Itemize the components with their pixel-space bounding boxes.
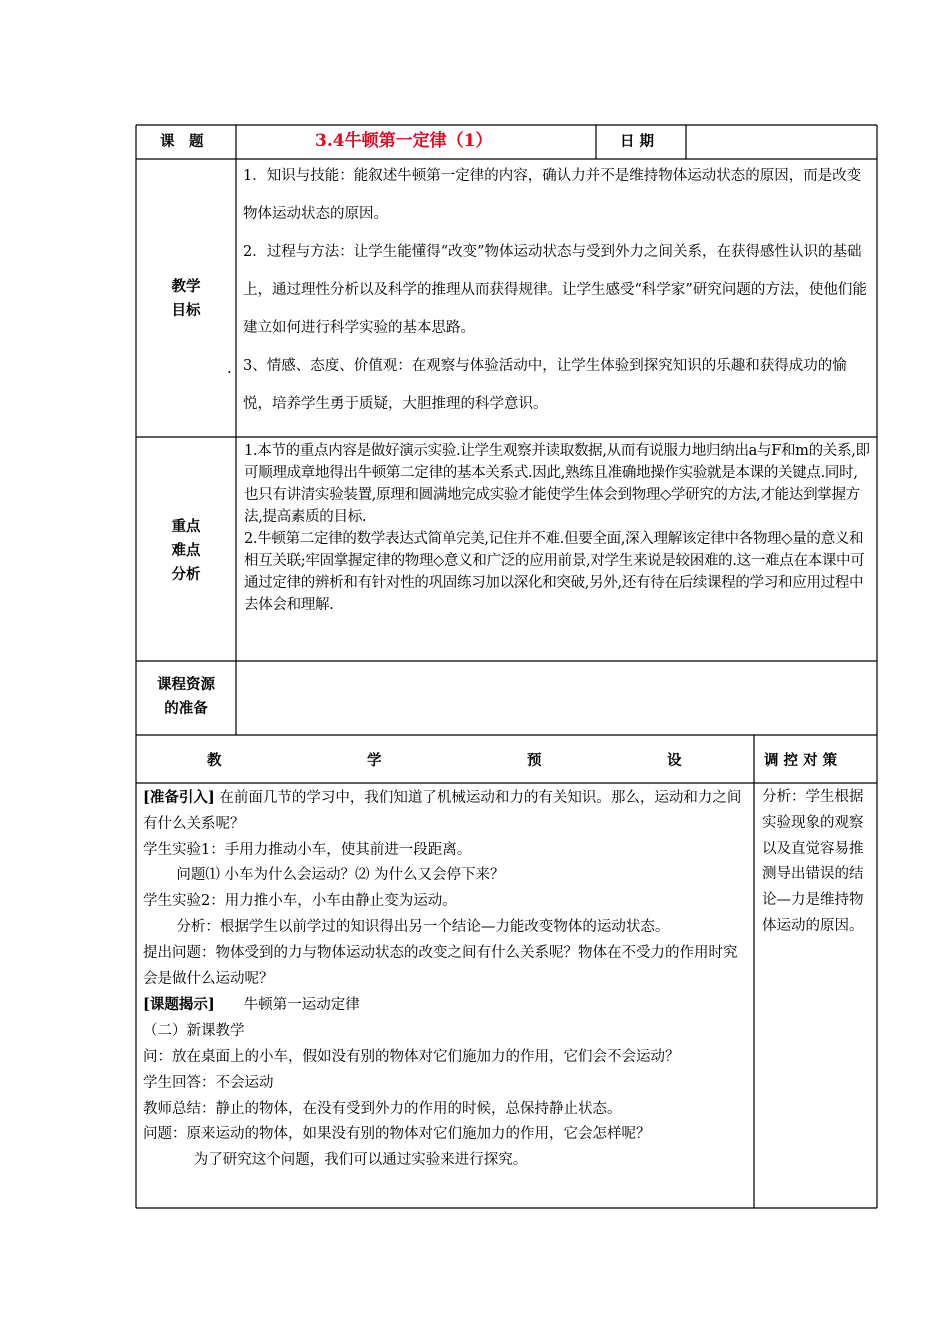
lesson-title: 3.4牛顿第一定律（1）	[315, 131, 493, 151]
plan-line-text: 问：放在桌面上的小车，假如没有别的物体对它们施加力的作用，它们会不会运动？	[143, 1048, 680, 1065]
topic-label: 课 题	[160, 133, 204, 150]
plan-line-text: 学生实验2：用力推小车，小车由静止变为运动。	[143, 893, 457, 910]
plan-line-text: 学生回答：不会运动	[143, 1074, 274, 1091]
analysis-list	[244, 440, 871, 616]
plan-line	[143, 1148, 747, 1174]
analysis-item: 2.牛顿第二定律的数学表达式简单完美,记住并不难.但要全面,深入理解该定律中各物理◇量的意义和相互关联;牢固掌握定律的物理◇意义和广泛的应用前景,对学生来说是较困难的.这一难点在本课中可通过定律的辨析和有针对性的巩固练习加以深化和突破,另外,还有待在后续课程的学习和应用过程中去体会和理解.	[244, 531, 865, 613]
plan-line-text: （二）新课教学	[143, 1023, 245, 1040]
plan-line	[143, 838, 747, 864]
plan-header-word: 教	[207, 752, 222, 769]
plan-line-text: 问题：原来运动的物体，如果没有别的物体对它们施加力的作用，它会怎样呢？	[143, 1126, 651, 1143]
plan-body	[143, 785, 747, 1174]
plan-line-tag: [准备引入]	[143, 789, 215, 806]
plan-line-text: 提出问题：物体受到的力与物体运动状态的改变之间有什么关系呢？物体在不受力的作用时究会是做什么运动呢？	[143, 944, 738, 987]
objectives-list	[243, 157, 869, 423]
objective-item: 2．过程与方法：让学生能懂得“改变”物体运动状态与受到外力之间关系，在获得感性认识的基础上，通过理性分析以及科学的推理从而获得规律。让学生感受“科学家”研究问题的方法，使他们能建立如何进行科学实验的基本思路。	[243, 244, 867, 336]
plan-line	[143, 889, 747, 915]
plan-header-word: 预	[527, 752, 542, 769]
plan-line	[143, 915, 747, 941]
objectives-label-2: 目标	[171, 302, 201, 319]
plan-line	[143, 1045, 747, 1071]
margin-dot: .	[227, 361, 232, 377]
plan-line-text: 为了研究这个问题，我们可以通过实验来进行探究。	[193, 1152, 528, 1169]
analysis-label-1: 重点	[171, 518, 201, 535]
plan-line	[143, 1097, 747, 1123]
plan-line	[143, 785, 747, 838]
plan-line	[143, 863, 747, 889]
plan-line	[143, 941, 747, 993]
plan-line-tag: [课题揭示]	[143, 996, 215, 1014]
plan-line-text: 教师总结：静止的物体，在没有受到外力的作用的时候，总保持静止状态。	[143, 1100, 622, 1117]
analysis-item: 1.本节的重点内容是做好演示实验.让学生观察并读取数据,从而有说服力地归纳出a与F和m的关系,即可顺理成章地得出牛顿第二定律的基本关系式.因此,熟练且准确地操作实验就是本课的关键点.同时,也只有讲清实验装置,原理和圆满地完成实验才能使学生体会到物理◇学研究的方法,才能达到掌握方法,提高素质的目标.	[244, 443, 870, 525]
plan-line	[143, 992, 747, 1019]
plan-header-word: 设	[667, 752, 682, 769]
plan-line	[143, 1071, 747, 1097]
control-strategy-label: 调 控 对 策	[764, 752, 838, 769]
plan-line-text: 在前面几节的学习中，我们知道了机械运动和力的有关知识。那么，运动和力之间有什么关系呢？	[143, 790, 742, 832]
plan-line-text: 问题⑴ 小车为什么会运动？⑵ 为什么又会停下来？	[176, 867, 505, 884]
control-strategy-text: 分析：学生根据实验现象的观察以及直觉容易推测导出错误的结论—力是维持物体运动的原因。	[762, 789, 864, 934]
objective-item: 3、情感、态度、价值观：在观察与体验活动中，让学生体验到探究知识的乐趣和获得成功的愉悦，培养学生勇于质疑，大胆推理的科学意识。	[243, 358, 847, 412]
analysis-label-2: 难点	[171, 542, 201, 559]
objectives-label-1: 教学	[171, 278, 201, 295]
plan-line-text: 牛顿第一运动定律	[214, 997, 360, 1014]
resources-label-1: 课程资源	[157, 676, 215, 693]
plan-line-text: 分析：根据学生以前学过的知识得出另一个结论—力能改变物体的运动状态。	[176, 918, 670, 935]
plan-line-text: 学生实验1：手用力推动小车，使其前进一段距离。	[143, 841, 472, 858]
objective-item: 1．知识与技能：能叙述牛顿第一定律的内容，确认力并不是维持物体运动状态的原因，而是改变物体运动状态的原因。	[243, 168, 862, 222]
analysis-label-3: 分析	[171, 566, 201, 583]
plan-line	[143, 1122, 747, 1148]
plan-header-word: 学	[367, 752, 382, 769]
resources-label-2: 的准备	[164, 700, 208, 717]
plan-line	[143, 1019, 747, 1045]
date-label: 日 期	[620, 133, 655, 150]
